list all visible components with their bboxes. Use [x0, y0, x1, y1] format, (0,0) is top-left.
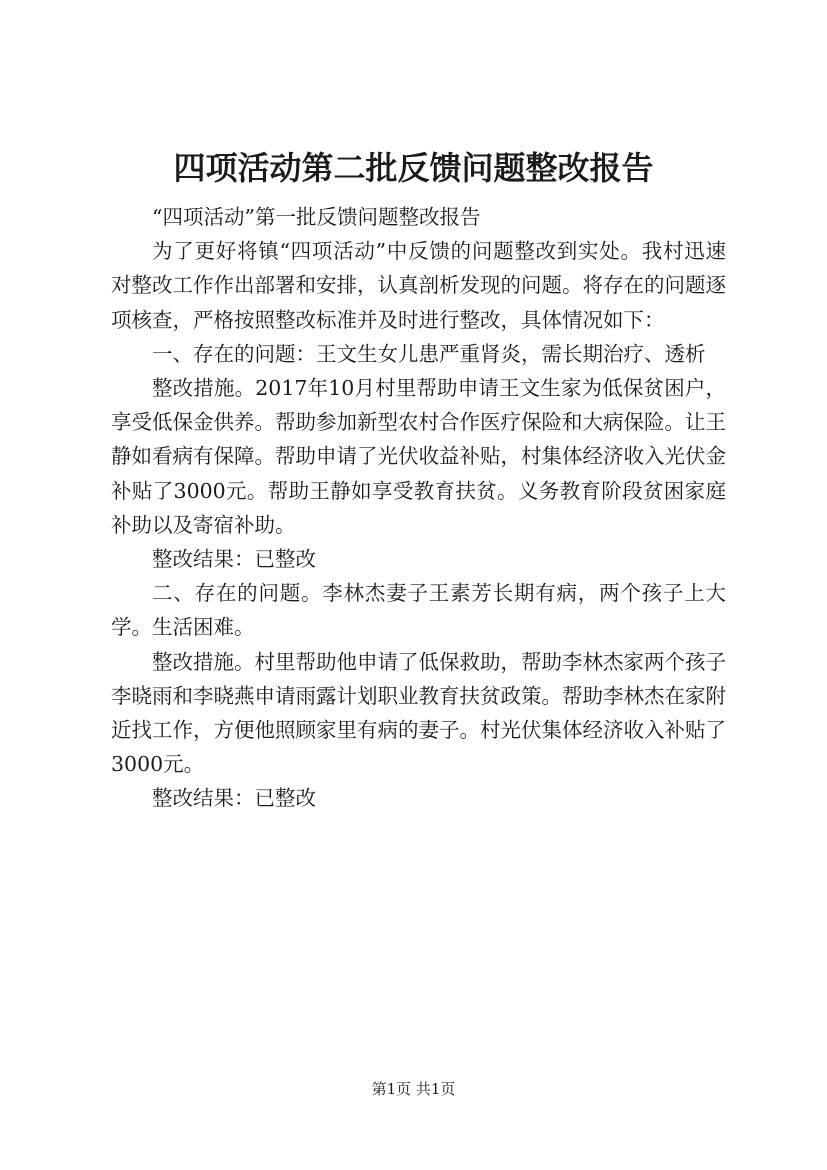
paragraph-subtitle: “四项活动”第一批反馈问题整改报告 [152, 205, 481, 229]
document-body [111, 200, 726, 816]
paragraph-result-2: 整改结果：已整改 [152, 786, 316, 811]
paragraph-result-1: 整改结果：已整改 [152, 547, 316, 572]
paragraph-issue-2: 二、存在的问题。李林杰妻子王素芳长期有病，两个孩子上大学。生活困难。 [111, 581, 726, 640]
document-title: 四项活动第二批反馈问题整改报告 [173, 149, 654, 187]
paragraph-intro: 为了更好将镇“四项活动”中反馈的问题整改到实处。我村迅速对整改工作作出部署和安排，认真剖析发现的问题。将存在的问题逐项核查，严格按照整改标准并及时进行整改，具体情况如下： [111, 239, 726, 332]
page-footer: 第1页 共1页 [371, 1080, 456, 1098]
paragraph-issue-1: 一、存在的问题：王文生女儿患严重肾炎，需长期治疗、透析 [152, 341, 706, 366]
paragraph-measures-1: 整改措施。2017年10月村里帮助申请王文生家为低保贫困户，享受低保金供养。帮助参加新型农村合作医疗保险和大病保险。让王静如看病有保障。帮助申请了光伏收益补贴，村集体经济收入光伏金补贴了3000元。帮助王静如享受教育扶贫。义务教育阶段贫困家庭补助以及寄宿补助。 [111, 376, 726, 537]
paragraph-measures-2: 整改措施。村里帮助他申请了低保救助，帮助李林杰家两个孩子李晓雨和李晓燕申请雨露计划职业教育扶贫政策。帮助李林杰在家附近找工作，方便他照顾家里有病的妻子。村光伏集体经济收入补贴了3000元。 [111, 649, 726, 777]
